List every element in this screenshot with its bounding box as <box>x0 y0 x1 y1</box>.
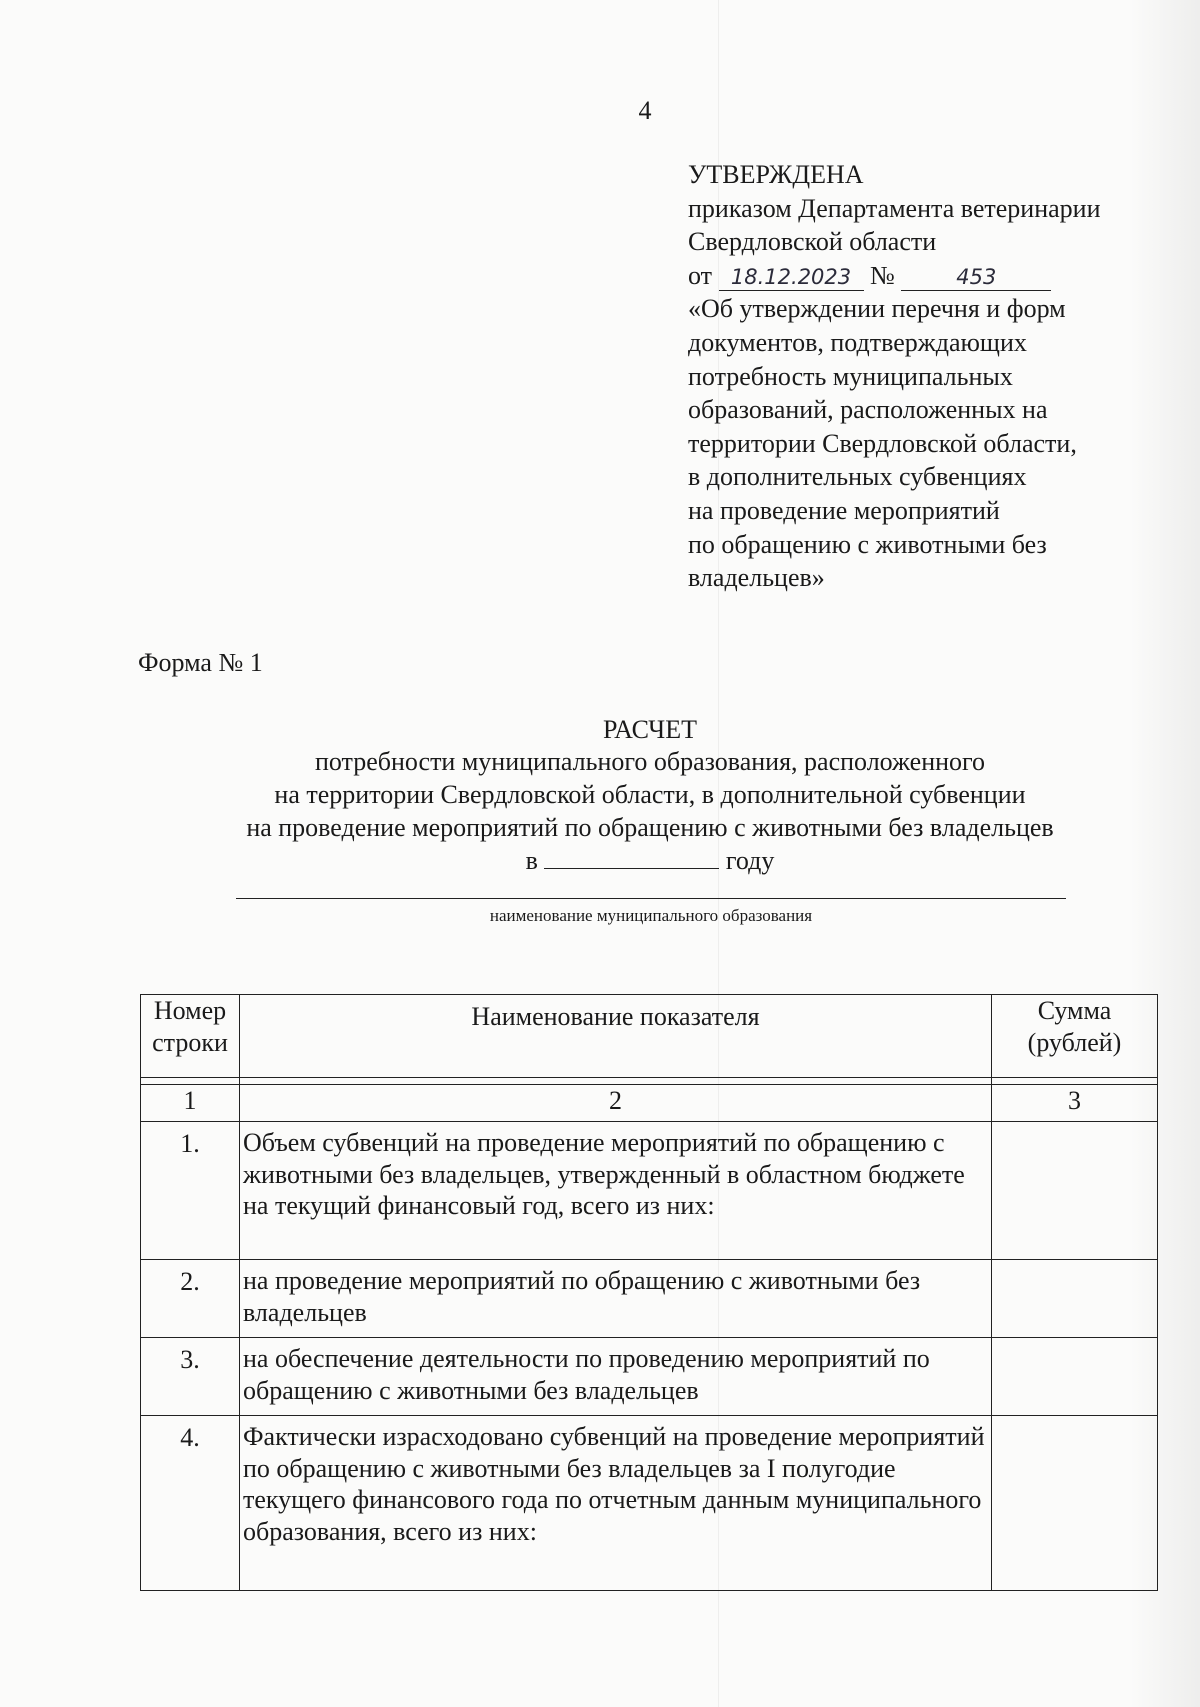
row-amount[interactable] <box>992 1338 1158 1416</box>
subtitle-line: на проведение мероприятий по обращению с животными без владельцев <box>246 813 1054 842</box>
approval-heading: УТВЕРЖДЕНА <box>688 160 864 189</box>
row-indicator: на проведение мероприятий по обращению с животными без владельцев <box>240 1260 992 1338</box>
order-title-line: территории Свердловской области, <box>688 428 1077 458</box>
order-title-line: по обращению с животными без <box>688 529 1047 559</box>
header-row-number: Номер строки <box>141 995 240 1078</box>
row-indicator: Объем субвенций на проведение мероприятий по обращению с животными без владельцев, утвержденный в областном бюджете на текущий финансовый год, всего из них: <box>240 1122 992 1260</box>
column-number: 2 <box>240 1085 992 1122</box>
approval-line-1: приказом Департамента ветеринарии <box>688 193 1101 223</box>
row-number: 1. <box>141 1122 240 1260</box>
order-title-line: в дополнительных субвенциях <box>688 462 1027 492</box>
subtitle-line: потребности муниципального образования, расположенного <box>314 747 986 776</box>
municipality-caption: наименование муниципального образования <box>489 906 813 925</box>
column-number: 3 <box>992 1085 1158 1122</box>
row-amount[interactable] <box>992 1416 1158 1591</box>
year-suffix: году <box>725 846 775 875</box>
municipality-name-line <box>236 898 1066 899</box>
row-amount[interactable] <box>992 1122 1158 1260</box>
date-prefix: от <box>688 260 713 290</box>
table-header-row <box>141 995 1158 1078</box>
table-row <box>141 1122 1158 1260</box>
year-line <box>150 844 1150 877</box>
table-row <box>141 1260 1158 1338</box>
order-title-line: документов, подтверждающих <box>688 327 1027 357</box>
row-number: 2. <box>141 1260 240 1338</box>
order-title-line: владельцев» <box>688 563 825 593</box>
page-number: 4 <box>638 96 652 125</box>
order-title-line: потребность муниципальных <box>688 361 1013 391</box>
form-number: Форма № 1 <box>138 648 263 677</box>
order-title-line: на проведение мероприятий <box>688 495 1000 525</box>
approval-line-2: Свердловской области <box>688 227 937 257</box>
year-prefix: в <box>525 846 538 875</box>
column-number: 1 <box>141 1085 240 1122</box>
approval-date-line <box>688 259 1158 293</box>
calculation-table <box>140 994 1158 1591</box>
table-row <box>141 1416 1158 1591</box>
row-number: 3. <box>141 1338 240 1416</box>
year-blank <box>544 846 719 869</box>
row-number: 4. <box>141 1416 240 1591</box>
header-indicator-name: Наименование показателя <box>240 995 992 1078</box>
column-numbers-row <box>141 1085 1158 1122</box>
header-amount: Сумма (рублей) <box>992 995 1158 1078</box>
order-number: 453 <box>901 264 1051 291</box>
subtitle-line: на территории Свердловской области, в дополнительной субвенции <box>274 780 1026 809</box>
order-title-line: «Об утверждении перечня и форм <box>688 294 1066 324</box>
order-title-line: образований, расположенных на <box>688 395 1048 425</box>
order-date: 18.12.2023 <box>719 264 864 291</box>
row-indicator: Фактически израсходовано субвенций на проведение мероприятий по обращению с животными без владельцев за I полугодие текущего финансового года по отчетным данным муниципального образования, всего из них: <box>240 1416 992 1591</box>
row-indicator: на обеспечение деятельности по проведению мероприятий по обращению с животными без владельцев <box>240 1338 992 1416</box>
document-title: РАСЧЕТ <box>603 715 697 744</box>
approval-block <box>688 158 1158 595</box>
row-amount[interactable] <box>992 1260 1158 1338</box>
header-separator <box>141 1078 1158 1085</box>
table-row <box>141 1338 1158 1416</box>
document-subtitle <box>150 745 1150 877</box>
number-prefix: № <box>870 260 895 290</box>
